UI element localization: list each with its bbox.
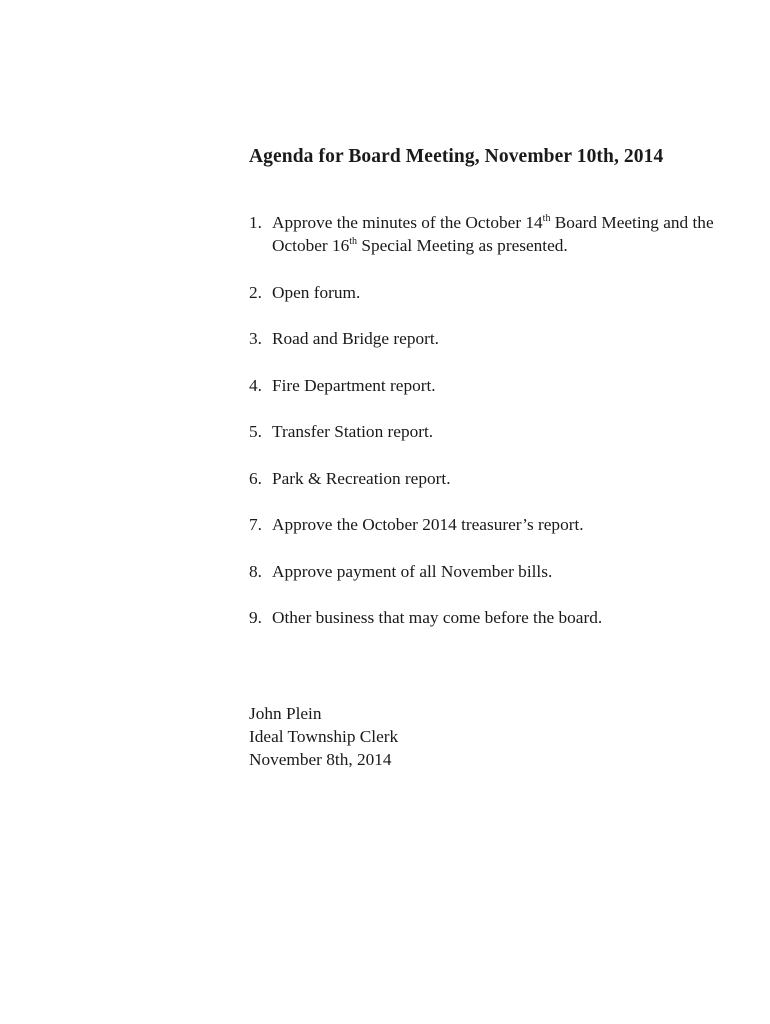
agenda-item-number: 6.: [249, 468, 262, 488]
agenda-item-text: Approve the October 2014 treasurer’s report.: [272, 515, 584, 534]
agenda-item-number: 9.: [249, 608, 262, 627]
signer-role: Ideal Township Clerk: [249, 727, 399, 746]
agenda-item-text: Park & Recreation report.: [272, 468, 451, 488]
agenda-item-number: 5.: [249, 422, 262, 441]
agenda-title: Agenda for Board Meeting, November 10th, 2014: [249, 146, 664, 167]
agenda-item-text-part: Approve the minutes of the October 14: [272, 213, 543, 232]
agenda-item-text: Fire Department report.: [272, 375, 436, 395]
agenda-item-number: 4.: [249, 375, 262, 395]
agenda-item-text: Approve payment of all November bills.: [272, 561, 553, 581]
agenda-item-text: [272, 211, 749, 257]
ordinal-suffix: th: [542, 213, 551, 224]
agenda-item: [249, 467, 749, 490]
agenda-item-number: 1.: [249, 213, 262, 232]
agenda-item: [249, 606, 749, 629]
agenda-item-text: Transfer Station report.: [272, 422, 434, 441]
agenda-item: [249, 327, 749, 350]
agenda-item: [249, 560, 749, 583]
agenda-list: [249, 211, 749, 653]
signer-name: John Plein: [249, 704, 322, 723]
agenda-item-text: Open forum.: [272, 282, 361, 302]
agenda-item: [249, 420, 749, 443]
ordinal-suffix: th: [349, 236, 358, 247]
agenda-item-text: Other business that may come before the board.: [272, 608, 603, 627]
agenda-item-text-part: Special Meeting as presented.: [357, 236, 568, 255]
agenda-item: [249, 281, 749, 304]
agenda-item-number: 3.: [249, 329, 262, 348]
agenda-item: [249, 374, 749, 397]
agenda-item-text-part: Board Meeting and the October 16: [272, 213, 714, 255]
agenda-item-text: Road and Bridge report.: [272, 329, 440, 348]
agenda-item: [249, 513, 749, 536]
signature-date: November 8th, 2014: [249, 750, 392, 769]
signature-block: [249, 702, 398, 771]
agenda-item: [249, 211, 749, 257]
agenda-item-number: 8.: [249, 561, 262, 581]
agenda-item-number: 7.: [249, 515, 262, 534]
agenda-item-number: 2.: [249, 282, 262, 302]
